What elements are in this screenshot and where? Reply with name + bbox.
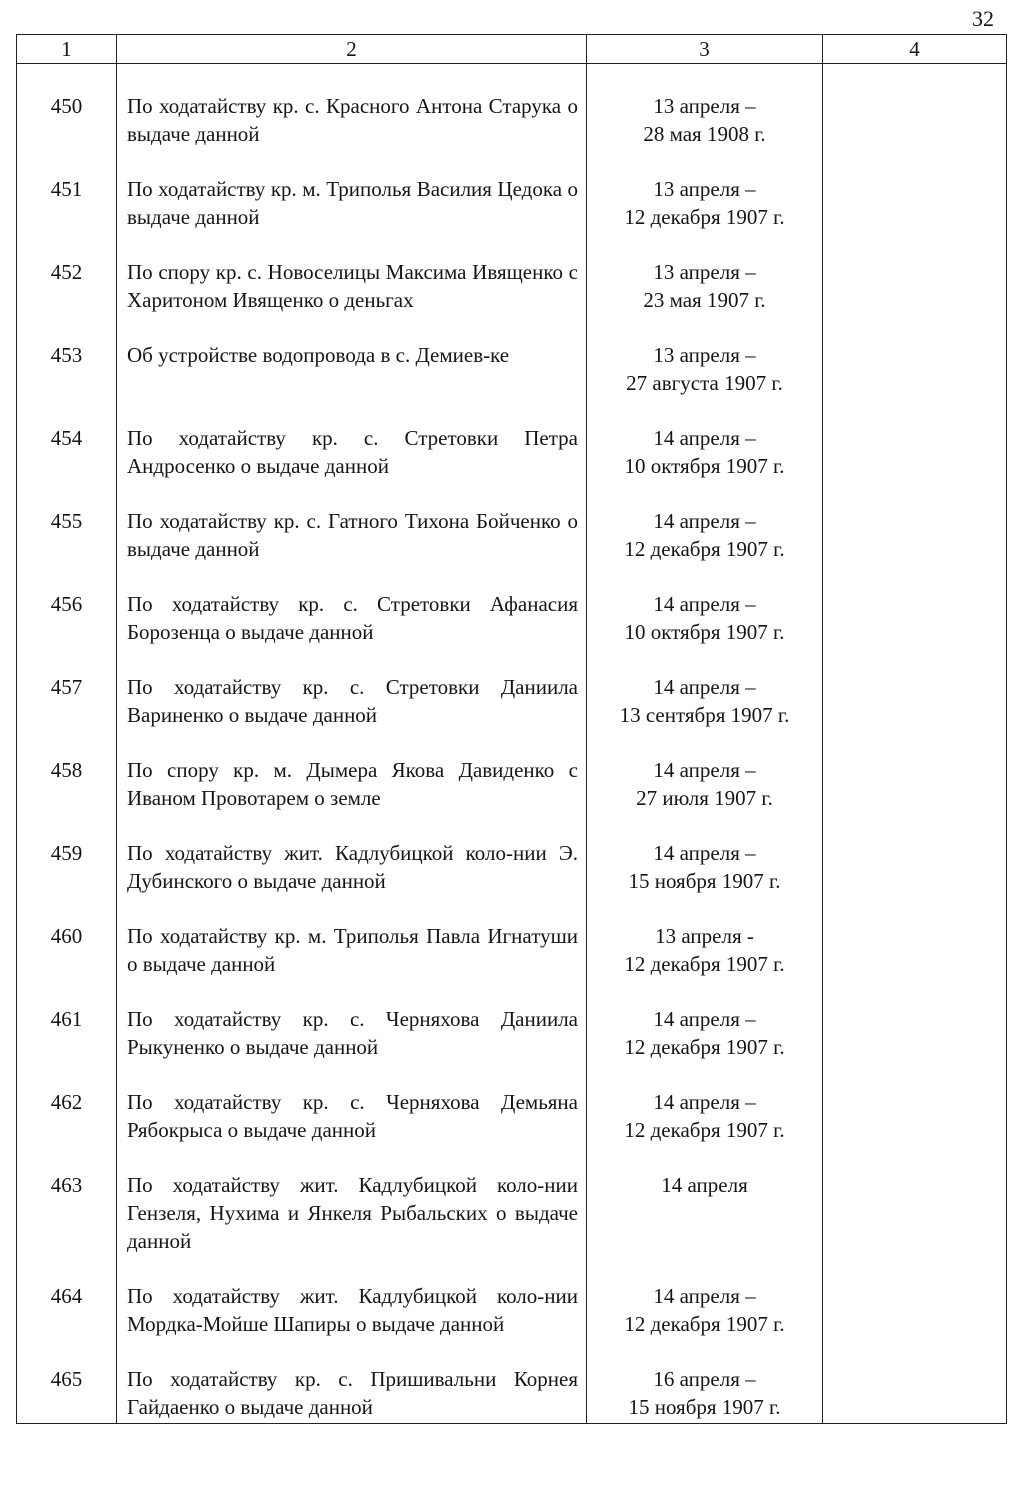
record-note: [823, 341, 1006, 368]
column-header-notes: 4: [823, 35, 1007, 64]
record-date-end: 23 мая 1907 г.: [643, 288, 766, 312]
record-cell-dates: [587, 922, 823, 1005]
record-cell-title: [117, 590, 587, 673]
record-date-end: 12 декабря 1907 г.: [624, 537, 785, 561]
record-title: По ходатайству жит. Кадлубицкой коло-нии Гензеля, Нухима и Янкеля Рыбальских о выдаче данной: [127, 1173, 578, 1253]
record-date-end: 27 июля 1907 г.: [636, 786, 773, 810]
record-number: 459: [50, 841, 83, 865]
record-cell-dates: [587, 341, 823, 424]
table-row: [17, 424, 1007, 507]
record-number: 452: [50, 260, 83, 284]
record-cell-number: [17, 175, 117, 258]
column-header-dates: 3: [587, 35, 823, 64]
record-dates: [587, 341, 822, 424]
record-date-start: 13 апреля –: [653, 343, 756, 367]
record-date-end: 12 декабря 1907 г.: [624, 1035, 785, 1059]
record-dates: [587, 424, 822, 507]
record-number: 465: [50, 1367, 83, 1391]
record-note: [823, 839, 1006, 866]
record-number: 457: [50, 675, 83, 699]
record-number: 464: [50, 1284, 83, 1308]
record-number: 451: [50, 177, 83, 201]
record-cell-title: [117, 1171, 587, 1282]
record-cell-notes: [823, 1365, 1007, 1424]
record-cell-notes: [823, 1282, 1007, 1365]
record-title: По ходатайству кр. с. Красного Антона Старука о выдаче данной: [127, 94, 578, 146]
record-date-start: 13 апреля -: [655, 924, 754, 948]
record-date-end: 28 мая 1908 г.: [643, 122, 766, 146]
record-cell-title: [117, 1365, 587, 1424]
record-title: По ходатайству кр. с. Стретовки Петра Андросенко о выдаче данной: [127, 426, 578, 478]
record-number: 450: [50, 94, 83, 118]
record-note: [823, 175, 1006, 202]
record-dates: [587, 1005, 822, 1088]
record-cell-number: [17, 756, 117, 839]
record-date-start: 14 апреля –: [653, 509, 756, 533]
table-row: [17, 922, 1007, 1005]
record-number: 458: [50, 758, 83, 782]
record-note: [823, 1005, 1006, 1032]
record-date-end: 15 ноября 1907 г.: [628, 1395, 781, 1419]
record-cell-notes: [823, 175, 1007, 258]
table-row: [17, 590, 1007, 673]
record-cell-dates: [587, 673, 823, 756]
record-cell-dates: [587, 756, 823, 839]
record-dates: [587, 258, 822, 341]
record-dates: [587, 1365, 822, 1423]
record-number: 456: [50, 592, 83, 616]
record-cell-dates: [587, 1282, 823, 1365]
record-title: По ходатайству кр. с. Стретовки Афанасия Борозенца о выдаче данной: [127, 592, 578, 644]
table-row: [17, 175, 1007, 258]
record-cell-notes: [823, 673, 1007, 756]
table-row: [17, 756, 1007, 839]
record-cell-notes: [823, 1171, 1007, 1282]
record-number: 453: [50, 343, 83, 367]
column-header-title: 2: [117, 35, 587, 64]
table-row: [17, 1171, 1007, 1282]
record-note: [823, 756, 1006, 783]
record-date-start: 13 апреля –: [653, 177, 756, 201]
table-row: [17, 341, 1007, 424]
record-title: По ходатайству кр. м. Триполья Павла Игнатуши о выдаче данной: [127, 924, 578, 976]
table-row: [17, 507, 1007, 590]
record-cell-title: [117, 1282, 587, 1365]
record-cell-dates: [587, 64, 823, 176]
record-title: По ходатайству жит. Кадлубицкой коло-нии Э. Дубинского о выдаче данной: [127, 841, 578, 893]
record-dates: [587, 839, 822, 922]
record-note: [823, 507, 1006, 534]
record-cell-number: [17, 424, 117, 507]
record-date-end: 12 декабря 1907 г.: [624, 1312, 785, 1336]
record-cell-notes: [823, 424, 1007, 507]
record-date-end: 27 августа 1907 г.: [626, 371, 783, 395]
table-row: [17, 1282, 1007, 1365]
record-date-start: 14 апреля –: [653, 1090, 756, 1114]
column-header-number: 1: [17, 35, 117, 64]
record-cell-title: [117, 341, 587, 424]
table-row: [17, 1005, 1007, 1088]
record-cell-notes: [823, 258, 1007, 341]
record-dates: [587, 507, 822, 590]
record-cell-notes: [823, 922, 1007, 1005]
archive-register-table: [16, 34, 1007, 1424]
record-date-start: 14 апреля –: [653, 426, 756, 450]
record-date-end: 12 декабря 1907 г.: [624, 1118, 785, 1142]
record-cell-title: [117, 64, 587, 176]
record-cell-dates: [587, 590, 823, 673]
record-date-start: 14 апреля –: [653, 758, 756, 782]
record-number: 455: [50, 509, 83, 533]
record-number: 454: [50, 426, 83, 450]
record-cell-dates: [587, 1171, 823, 1282]
record-dates: [587, 175, 822, 258]
record-cell-number: [17, 673, 117, 756]
record-dates: [587, 1282, 822, 1365]
record-cell-number: [17, 1171, 117, 1282]
table-body: [17, 64, 1007, 1424]
record-cell-number: [17, 1005, 117, 1088]
record-cell-title: [117, 1088, 587, 1171]
record-cell-dates: [587, 175, 823, 258]
record-cell-notes: [823, 64, 1007, 176]
record-date-end: 15 ноября 1907 г.: [628, 869, 781, 893]
record-date-end: 10 октября 1907 г.: [624, 454, 785, 478]
record-cell-number: [17, 507, 117, 590]
record-cell-notes: [823, 756, 1007, 839]
record-cell-notes: [823, 1088, 1007, 1171]
record-cell-title: [117, 1005, 587, 1088]
record-date-start: 13 апреля –: [653, 94, 756, 118]
record-date-start: 13 апреля –: [653, 260, 756, 284]
record-cell-number: [17, 922, 117, 1005]
record-cell-number: [17, 1088, 117, 1171]
record-number: 462: [50, 1090, 83, 1114]
record-date-start: 14 апреля –: [653, 592, 756, 616]
record-cell-title: [117, 673, 587, 756]
table-row: [17, 258, 1007, 341]
record-cell-number: [17, 839, 117, 922]
record-note: [823, 1171, 1006, 1198]
record-dates: [587, 922, 822, 1005]
table-row: [17, 1088, 1007, 1171]
record-cell-title: [117, 175, 587, 258]
table-row: [17, 64, 1007, 176]
record-cell-dates: [587, 424, 823, 507]
record-title: По ходатайству кр. с. Черняхова Демьяна Рябокрыса о выдаче данной: [127, 1090, 578, 1142]
record-title: По ходатайству кр. с. Стретовки Даниила Вариненко о выдаче данной: [127, 675, 578, 727]
record-number: 460: [50, 924, 83, 948]
record-cell-number: [17, 590, 117, 673]
record-date-start: 16 апреля –: [653, 1367, 756, 1391]
record-date-end: 10 октября 1907 г.: [624, 620, 785, 644]
record-cell-number: [17, 258, 117, 341]
record-dates: [587, 673, 822, 756]
table-row: [17, 1365, 1007, 1424]
record-date-end: 12 декабря 1907 г.: [624, 952, 785, 976]
record-date-start: 14 апреля –: [653, 1007, 756, 1031]
record-cell-notes: [823, 341, 1007, 424]
record-title: По спору кр. с. Новоселицы Максима Ивященко с Харитоном Ивященко о деньгах: [127, 260, 578, 312]
record-date-start: 14 апреля –: [653, 841, 756, 865]
record-date-end: 13 сентября 1907 г.: [619, 703, 790, 727]
record-title: Об устройстве водопровода в с. Демиев-ке: [127, 343, 510, 367]
record-cell-notes: [823, 839, 1007, 922]
record-title: По спору кр. м. Дымера Якова Давиденко с Иваном Провотарем о земле: [127, 758, 578, 810]
record-cell-title: [117, 922, 587, 1005]
record-title: По ходатайству жит. Кадлубицкой коло-нии Мордка-Мойше Шапиры о выдаче данной: [127, 1284, 578, 1336]
record-note: [823, 424, 1006, 451]
table-row: [17, 673, 1007, 756]
record-cell-dates: [587, 258, 823, 341]
record-cell-dates: [587, 839, 823, 922]
record-cell-number: [17, 1365, 117, 1424]
header-row: [17, 35, 1007, 64]
record-cell-number: [17, 341, 117, 424]
record-title: По ходатайству кр. с. Гатного Тихона Бойченко о выдаче данной: [127, 509, 578, 561]
record-cell-number: [17, 64, 117, 176]
record-note: [823, 673, 1006, 700]
record-cell-number: [17, 1282, 117, 1365]
page-number: 32: [972, 6, 994, 31]
record-dates: [587, 590, 822, 673]
record-cell-dates: [587, 1005, 823, 1088]
record-date-start: 14 апреля –: [653, 675, 756, 699]
record-number: 463: [50, 1173, 83, 1197]
record-dates: [587, 92, 822, 175]
record-cell-title: [117, 258, 587, 341]
record-dates: [587, 756, 822, 839]
table-header: [17, 35, 1007, 64]
record-cell-notes: [823, 1005, 1007, 1088]
record-title: По ходатайству кр. с. Пришивальни Корнея Гайдаенко о выдаче данной: [127, 1367, 578, 1419]
record-cell-dates: [587, 1088, 823, 1171]
record-cell-title: [117, 756, 587, 839]
record-note: [823, 1088, 1006, 1115]
record-note: [823, 258, 1006, 285]
record-note: [823, 922, 1006, 949]
record-cell-notes: [823, 507, 1007, 590]
record-date-end: 12 декабря 1907 г.: [624, 205, 785, 229]
record-date-start: 14 апреля –: [653, 1284, 756, 1308]
record-cell-dates: [587, 507, 823, 590]
record-cell-dates: [587, 1365, 823, 1424]
record-note: [823, 590, 1006, 617]
record-number: 461: [50, 1007, 83, 1031]
record-dates: [587, 1171, 822, 1226]
record-cell-title: [117, 839, 587, 922]
record-dates: [587, 1088, 822, 1171]
table-row: [17, 839, 1007, 922]
record-title: По ходатайству кр. м. Триполья Василия Цедока о выдаче данной: [127, 177, 578, 229]
record-cell-title: [117, 507, 587, 590]
record-note: [823, 1365, 1006, 1367]
record-cell-notes: [823, 590, 1007, 673]
record-note: [823, 1282, 1006, 1309]
record-cell-title: [117, 424, 587, 507]
record-note: [823, 92, 1006, 119]
record-date-start: 14 апреля: [661, 1173, 748, 1197]
record-title: По ходатайству кр. с. Черняхова Даниила Рыкуненко о выдаче данной: [127, 1007, 578, 1059]
